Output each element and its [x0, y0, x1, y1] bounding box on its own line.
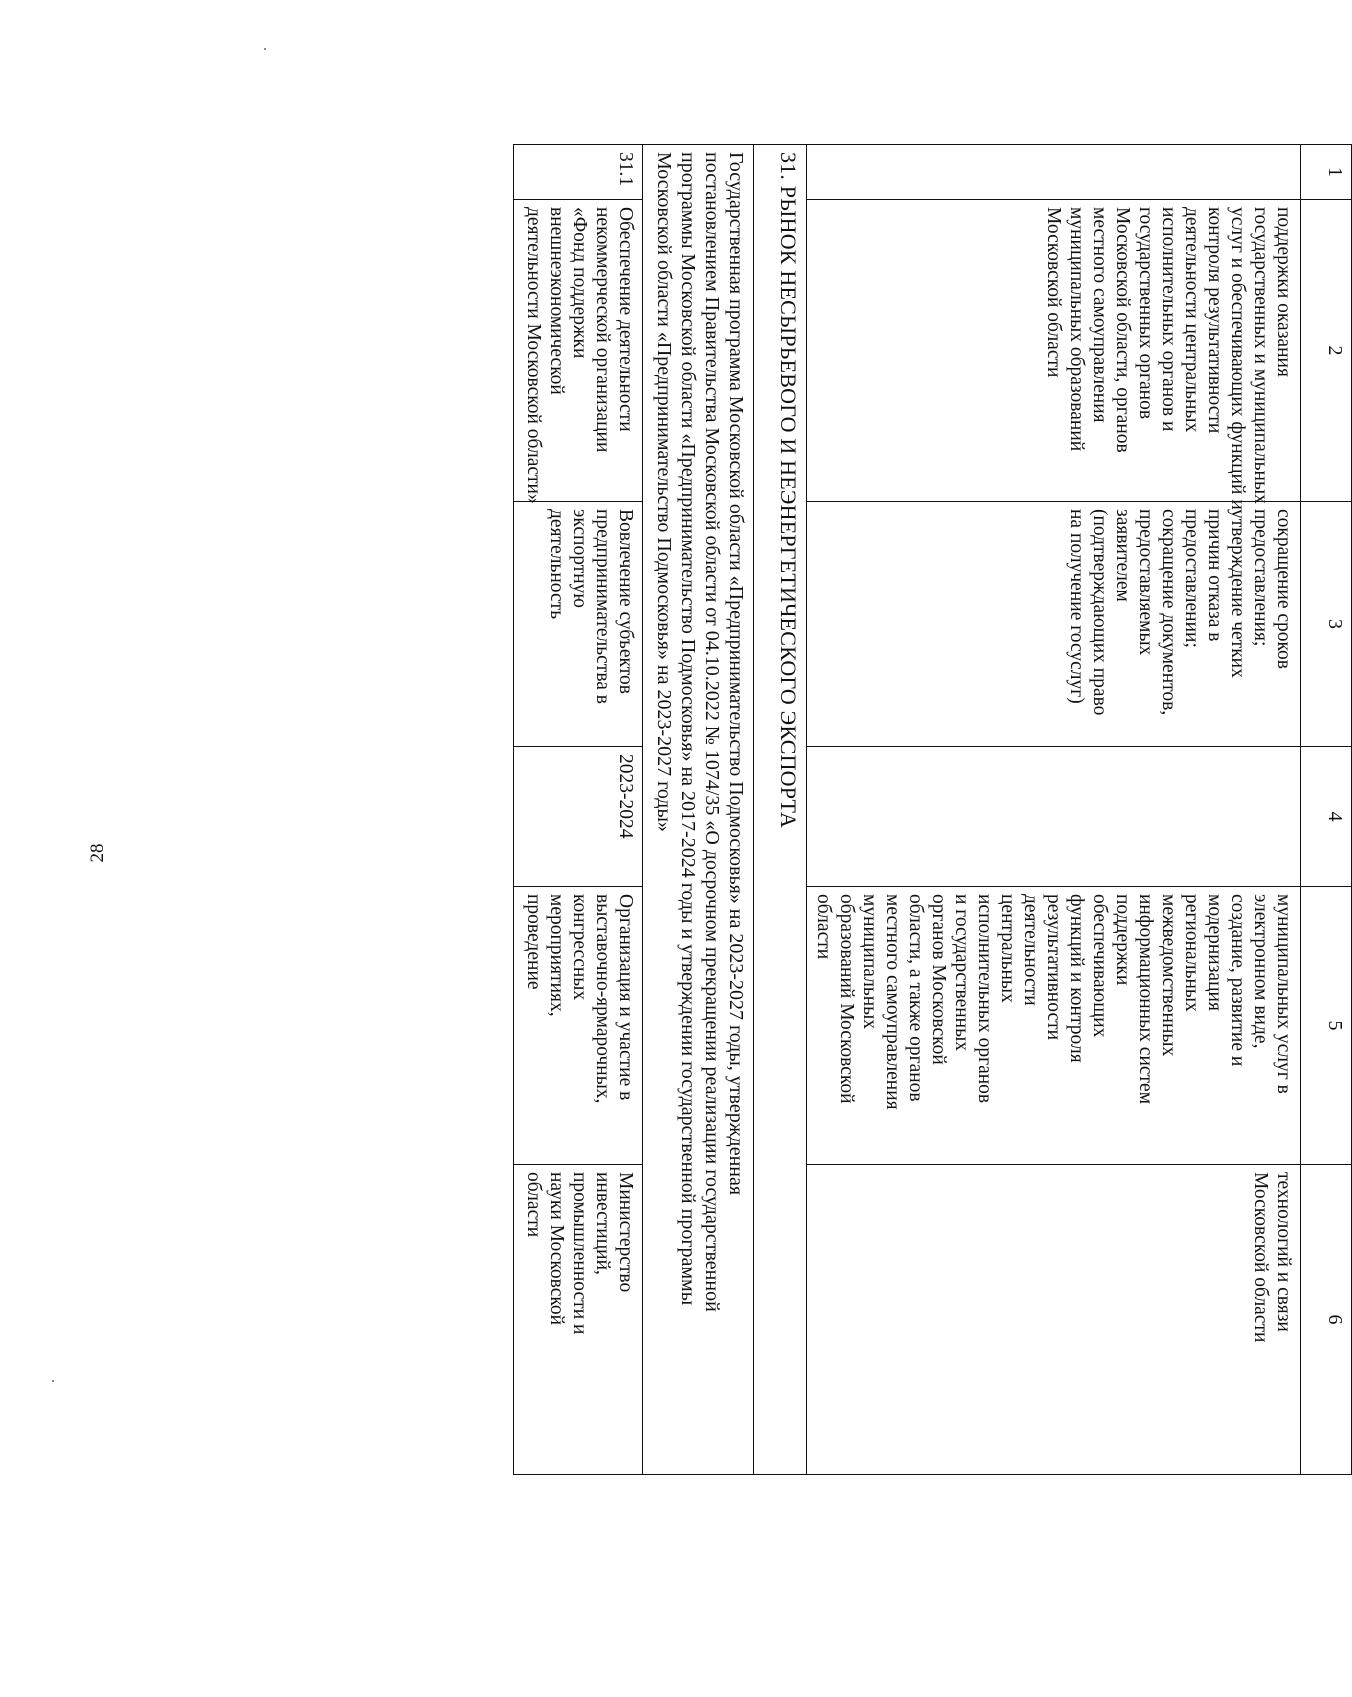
- text-line: поддержки: [1112, 894, 1133, 986]
- cell-description: [514, 887, 643, 1165]
- text-line: на получение госуслуг): [1066, 509, 1087, 704]
- program-row: [643, 145, 754, 1475]
- text-line: Обеспечение деятельности: [615, 207, 636, 432]
- text-line: мероприятиях,: [546, 894, 567, 1017]
- text-line: деятельности центральных: [1181, 207, 1202, 433]
- cell-result: [807, 502, 1301, 747]
- text-line: выставочно-ярмарочных,: [592, 894, 613, 1104]
- cell-responsible: [807, 1165, 1301, 1475]
- column-number: 4: [1301, 747, 1352, 887]
- program-description: [643, 145, 754, 1475]
- text-line: инвестиций,: [592, 1172, 613, 1275]
- text-line: постановлением Правительства Московской области от 04.10.2022 № 1074/35 «О досрочном прекращении реализации государственной: [701, 152, 723, 1312]
- text-line: Московской области, органов: [1112, 207, 1133, 453]
- text-line: программы Московской области «Предпринимательство Подмосковья» на 2017-2024 годы и утверждении государственной программы: [677, 152, 699, 1306]
- column-number: 3: [1301, 502, 1352, 747]
- text-line: модернизация: [1204, 894, 1225, 1011]
- text-line: местного самоуправления: [1089, 207, 1110, 423]
- text-line: промышленности и: [569, 1172, 590, 1335]
- cell-responsible: [514, 1165, 643, 1475]
- text-line: Министерство: [615, 1172, 636, 1293]
- text-line: Вовлечение субъектов: [615, 509, 636, 694]
- text-line: деятельности Московской области»: [523, 207, 544, 504]
- text-line: исполнительных органов: [974, 894, 995, 1104]
- scan-speck: [264, 48, 266, 50]
- text-line: причин отказа в: [1204, 509, 1225, 642]
- text-line: контроля результативности: [1204, 207, 1225, 434]
- text-line: Государственная программа Московской области «Предпринимательство Подмосковья» на 2023-2027 годы, утвержденная: [725, 152, 747, 1196]
- cell-measure: [514, 200, 643, 502]
- text-line: Московской области «Предпринимательство Подмосковья» на 2023-2027 годы»: [653, 152, 675, 832]
- text-line: области: [813, 894, 834, 960]
- cell-description: [807, 887, 1301, 1165]
- cell-period: [807, 747, 1301, 887]
- rotated-table-wrapper: [513, 144, 1352, 1475]
- text-line: некоммерческой организации: [592, 207, 613, 453]
- column-number: 5: [1301, 887, 1352, 1165]
- text-line: муниципальных: [859, 894, 880, 1030]
- table-row: [514, 145, 643, 1475]
- column-number: 6: [1301, 1165, 1352, 1475]
- scan-speck: [52, 1380, 54, 1382]
- text-line: обеспечивающих: [1089, 894, 1110, 1038]
- column-number: 1: [1301, 145, 1352, 200]
- text-line: деятельность: [546, 509, 567, 620]
- text-line: информационных систем: [1135, 894, 1156, 1105]
- section-title: 31. РЫНОК НЕСЫРЬЕВОГО И НЕЭНЕРГЕТИЧЕСКОГО ЭКСПОРТА: [754, 145, 807, 1475]
- column-number-row: [1301, 145, 1352, 1475]
- text-line: создание, развитие и: [1227, 894, 1248, 1067]
- text-line: технологий и связи: [1273, 1172, 1294, 1332]
- text-line: исполнительных органов и: [1158, 207, 1179, 432]
- text-line: сокращение документов,: [1158, 509, 1179, 716]
- text-line: и государственных: [951, 894, 972, 1051]
- text-line: местного самоуправления: [882, 894, 903, 1110]
- cell-number: [807, 145, 1301, 200]
- text-line: предоставления;: [1250, 509, 1271, 647]
- text-line: услуг и обеспечивающих функций и: [1227, 207, 1248, 510]
- text-line: области, а также органов: [905, 894, 926, 1102]
- text-line: заявителем: [1112, 509, 1133, 602]
- text-line: науки Московской: [546, 1172, 567, 1326]
- text-line: муниципальных услуг в: [1273, 894, 1294, 1094]
- text-line: предпринимательства в: [592, 509, 613, 705]
- page-number: 28: [87, 843, 108, 863]
- text-line: электронном виде,: [1250, 894, 1271, 1049]
- text-line: Московской области: [1043, 207, 1064, 378]
- text-line: экспортную: [569, 509, 590, 608]
- text-line: Организация и участие в: [615, 894, 636, 1101]
- text-line: предоставляемых: [1135, 509, 1156, 656]
- text-line: функций и контроля: [1066, 894, 1087, 1063]
- text-line: проведение: [523, 894, 544, 990]
- continuation-row: [807, 145, 1301, 1475]
- text-line: Московской области: [1250, 1172, 1271, 1343]
- text-line: поддержки оказания: [1273, 207, 1294, 377]
- column-number: 2: [1301, 200, 1352, 502]
- cell-measure: [807, 200, 1301, 510]
- text-line: межведомственных: [1158, 894, 1179, 1057]
- cell-result: [514, 502, 643, 747]
- text-line: органов Московской: [928, 894, 949, 1065]
- section-heading-row: [754, 145, 807, 1475]
- text-line: конгрессных: [569, 894, 590, 1001]
- document-table: [513, 144, 1352, 1475]
- text-line: внешнеэкономической: [546, 207, 567, 395]
- text-line: (подтверждающих право: [1089, 509, 1110, 716]
- text-line: центральных: [997, 894, 1018, 1003]
- text-line: государственных и муниципальных: [1250, 207, 1271, 504]
- text-line: «Фонд поддержки: [569, 207, 590, 359]
- cell-number: 31.1: [514, 145, 643, 200]
- text-line: региональных: [1181, 894, 1202, 1012]
- text-line: утверждение четких: [1227, 509, 1248, 678]
- text-line: области: [523, 1172, 544, 1238]
- text-line: деятельности: [1020, 894, 1041, 1006]
- text-line: государственных органов: [1135, 207, 1156, 420]
- cell-period: 2023-2024: [514, 747, 643, 887]
- text-line: результативности: [1043, 894, 1064, 1041]
- text-line: муниципальных образований: [1066, 207, 1087, 452]
- text-line: предоставлении;: [1181, 509, 1202, 648]
- text-line: сокращение сроков: [1273, 509, 1294, 669]
- text-line: образований Московской: [836, 894, 857, 1104]
